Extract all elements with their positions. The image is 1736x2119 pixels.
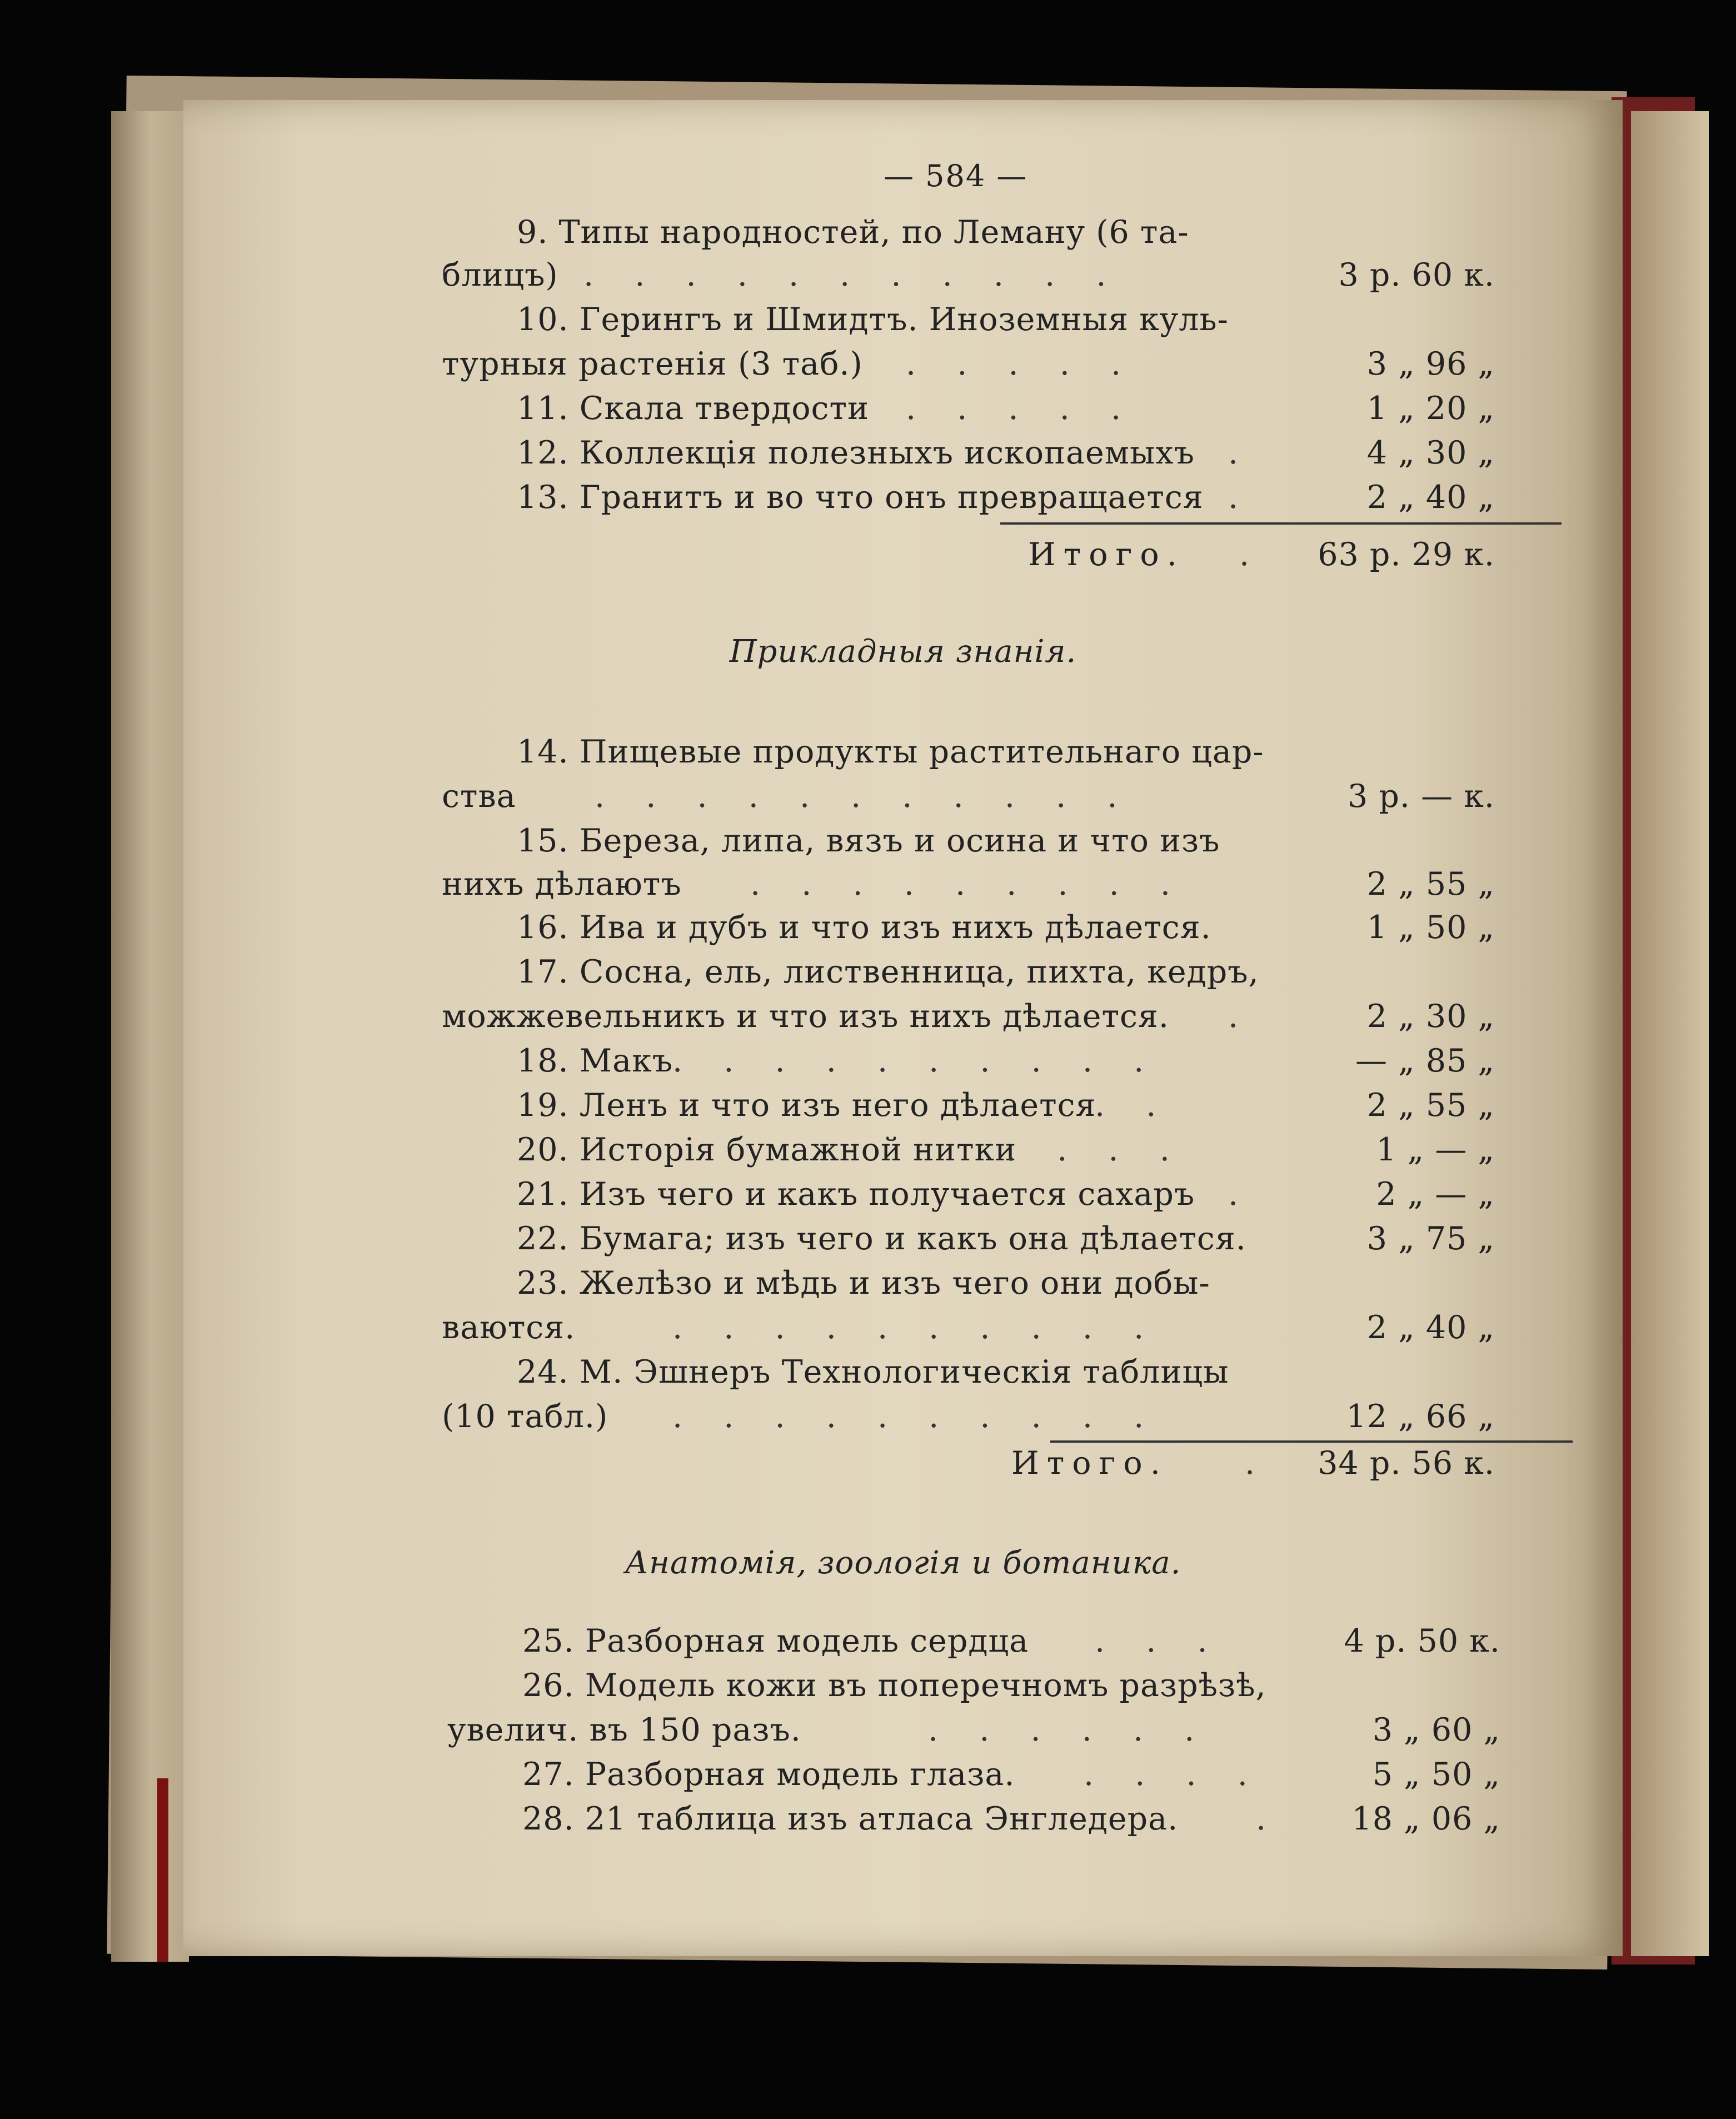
leader-dots: .: [1245, 1445, 1271, 1482]
item-21-line1: 21. Изъ чего и какъ получается сахаръ: [517, 1176, 1195, 1213]
total-rule: [1000, 522, 1562, 525]
item-13-amount: 2 „ 40 „: [1366, 479, 1495, 516]
item-17-line1: 17. Сосна, ель, лиственница, пихта, кедръ,: [517, 954, 1259, 990]
leader-dots: .: [1228, 435, 1254, 471]
item-22-line1: 22. Бумага; изъ чего и какъ она дѣлается.: [517, 1220, 1246, 1257]
item-12-amount: 4 „ 30 „: [1366, 435, 1495, 471]
item-16-amount: 1 „ 50 „: [1366, 909, 1495, 946]
leader-dots: . . . .: [1084, 1756, 1263, 1793]
item-18-line1: 18. Макъ: [517, 1043, 674, 1079]
leader-dots: . . . . .: [906, 346, 1137, 382]
item-13-line1: 13. Гранитъ и во что онъ превращается: [517, 479, 1204, 516]
item-10-line2: турныя растенія (3 таб.): [442, 346, 863, 382]
item-15-line2: нихъ дѣлаютъ: [442, 866, 682, 903]
leader-dots: . . . . . . . . . .: [672, 1309, 1160, 1346]
item-25-amount: 4 р. 50 к.: [1344, 1623, 1500, 1659]
item-28-amount: 18 „ 06 „: [1351, 1801, 1500, 1837]
item-23-line1: 23. Желѣзо и мѣдь и изъ чего они добы-: [517, 1265, 1210, 1302]
leader-dots: . . . . .: [906, 390, 1137, 427]
leader-dots: . . . . . . . . . .: [672, 1398, 1160, 1435]
leader-dots: .: [1256, 1801, 1282, 1837]
leader-dots: . . .: [1095, 1623, 1223, 1659]
item-17-amount: 2 „ 30 „: [1366, 998, 1495, 1035]
item-22-amount: 3 „ 75 „: [1366, 1220, 1495, 1257]
leader-dots: . . . . . . . . . .: [672, 1043, 1160, 1079]
item-15-line1: 15. Береза, липа, вязъ и осина и что изъ: [517, 822, 1220, 859]
page-stack-left-edge: [111, 111, 189, 1962]
leader-dots: . . . . . . . . . . .: [583, 257, 1122, 293]
item-11-line1: 11. Скала твердости: [517, 390, 870, 427]
item-23-amount: 2 „ 40 „: [1366, 1309, 1495, 1346]
item-20-line1: 20. Исторія бумажной нитки: [517, 1131, 1017, 1168]
item-14-line1: 14. Пищевые продукты растительнаго цар-: [517, 734, 1264, 770]
total-amount: 34 р. 56 к.: [1318, 1445, 1495, 1482]
item-24-line2: (10 табл.): [442, 1398, 608, 1435]
item-21-amount: 2 „ — „: [1376, 1176, 1495, 1213]
item-12-line1: 12. Коллекція полезныхъ ископаемыхъ: [517, 435, 1195, 471]
item-19-line1: 19. Ленъ и что изъ него дѣлается: [517, 1087, 1096, 1124]
item-11-amount: 1 „ 20 „: [1366, 390, 1495, 427]
item-26-amount: 3 „ 60 „: [1372, 1712, 1500, 1748]
leader-dots: . . . . . . . . .: [750, 866, 1186, 903]
item-14-amount: 3 р. — к.: [1348, 778, 1495, 815]
total-label: Итого.: [1011, 1445, 1168, 1482]
leader-dots: . . . .: [1006, 1131, 1185, 1168]
leader-dots: . . . . . . . . . . .: [595, 778, 1133, 815]
item-26-line2: увелич. въ 150 разъ.: [447, 1712, 801, 1748]
leader-dots: . . . . . .: [928, 1712, 1210, 1748]
item-23-line2: ваются.: [442, 1309, 576, 1346]
leader-dots: .: [1228, 998, 1254, 1035]
item-9-amount: 3 р. 60 к.: [1338, 257, 1495, 293]
item-16-line1: 16. Ива и дубъ и что изъ нихъ дѣлается.: [517, 909, 1211, 946]
leader-dots: .: [1228, 479, 1254, 516]
item-10-amount: 3 „ 96 „: [1366, 346, 1495, 382]
item-27-line1: 27. Разборная модель глаза.: [522, 1756, 1015, 1793]
book-edge-red-mark: [157, 1778, 168, 1962]
item-15-amount: 2 „ 55 „: [1366, 866, 1495, 903]
item-9-line1: 9. Типы народностей, по Леману (6 та-: [517, 214, 1189, 251]
total-amount: 63 р. 29 к.: [1318, 536, 1495, 573]
item-18-amount: — „ 85 „: [1355, 1043, 1495, 1079]
item-25-line1: 25. Разборная модель сердца: [522, 1623, 1029, 1659]
item-19-amount: 2 „ 55 „: [1366, 1087, 1495, 1124]
item-26-line1: 26. Модель кожи въ поперечномъ разрѣзѣ,: [522, 1667, 1266, 1704]
item-28-line1: 28. 21 таблица изъ атласа Энгледера.: [522, 1801, 1179, 1837]
item-20-amount: 1 „ — „: [1376, 1131, 1495, 1168]
total-rule: [1050, 1440, 1573, 1443]
leader-dots: .: [1228, 1176, 1254, 1213]
item-9-line2: блицъ): [442, 257, 558, 293]
item-17-line2: можжевельникъ и что изъ нихъ дѣлается.: [442, 998, 1169, 1035]
item-14-line2: ства: [442, 778, 516, 815]
item-24-amount: 12 „ 66 „: [1346, 1398, 1495, 1435]
item-24-line1: 24. М. Эшнеръ Технологическія таблицы: [517, 1354, 1229, 1390]
leader-dots: . .: [1095, 1087, 1172, 1124]
leader-dots: .: [1239, 536, 1265, 573]
page-number: — 584 —: [884, 158, 1028, 193]
total-label: Итого.: [1028, 536, 1185, 573]
book-page: [183, 100, 1623, 1956]
facing-page-edge: [1631, 111, 1709, 1956]
item-27-amount: 5 „ 50 „: [1372, 1756, 1500, 1793]
item-10-line1: 10. Герингъ и Шмидтъ. Иноземныя куль-: [517, 301, 1229, 338]
section-heading: Анатомія, зоологія и ботаника.: [625, 1545, 1181, 1581]
section-heading: Прикладныя знанія.: [729, 634, 1077, 670]
